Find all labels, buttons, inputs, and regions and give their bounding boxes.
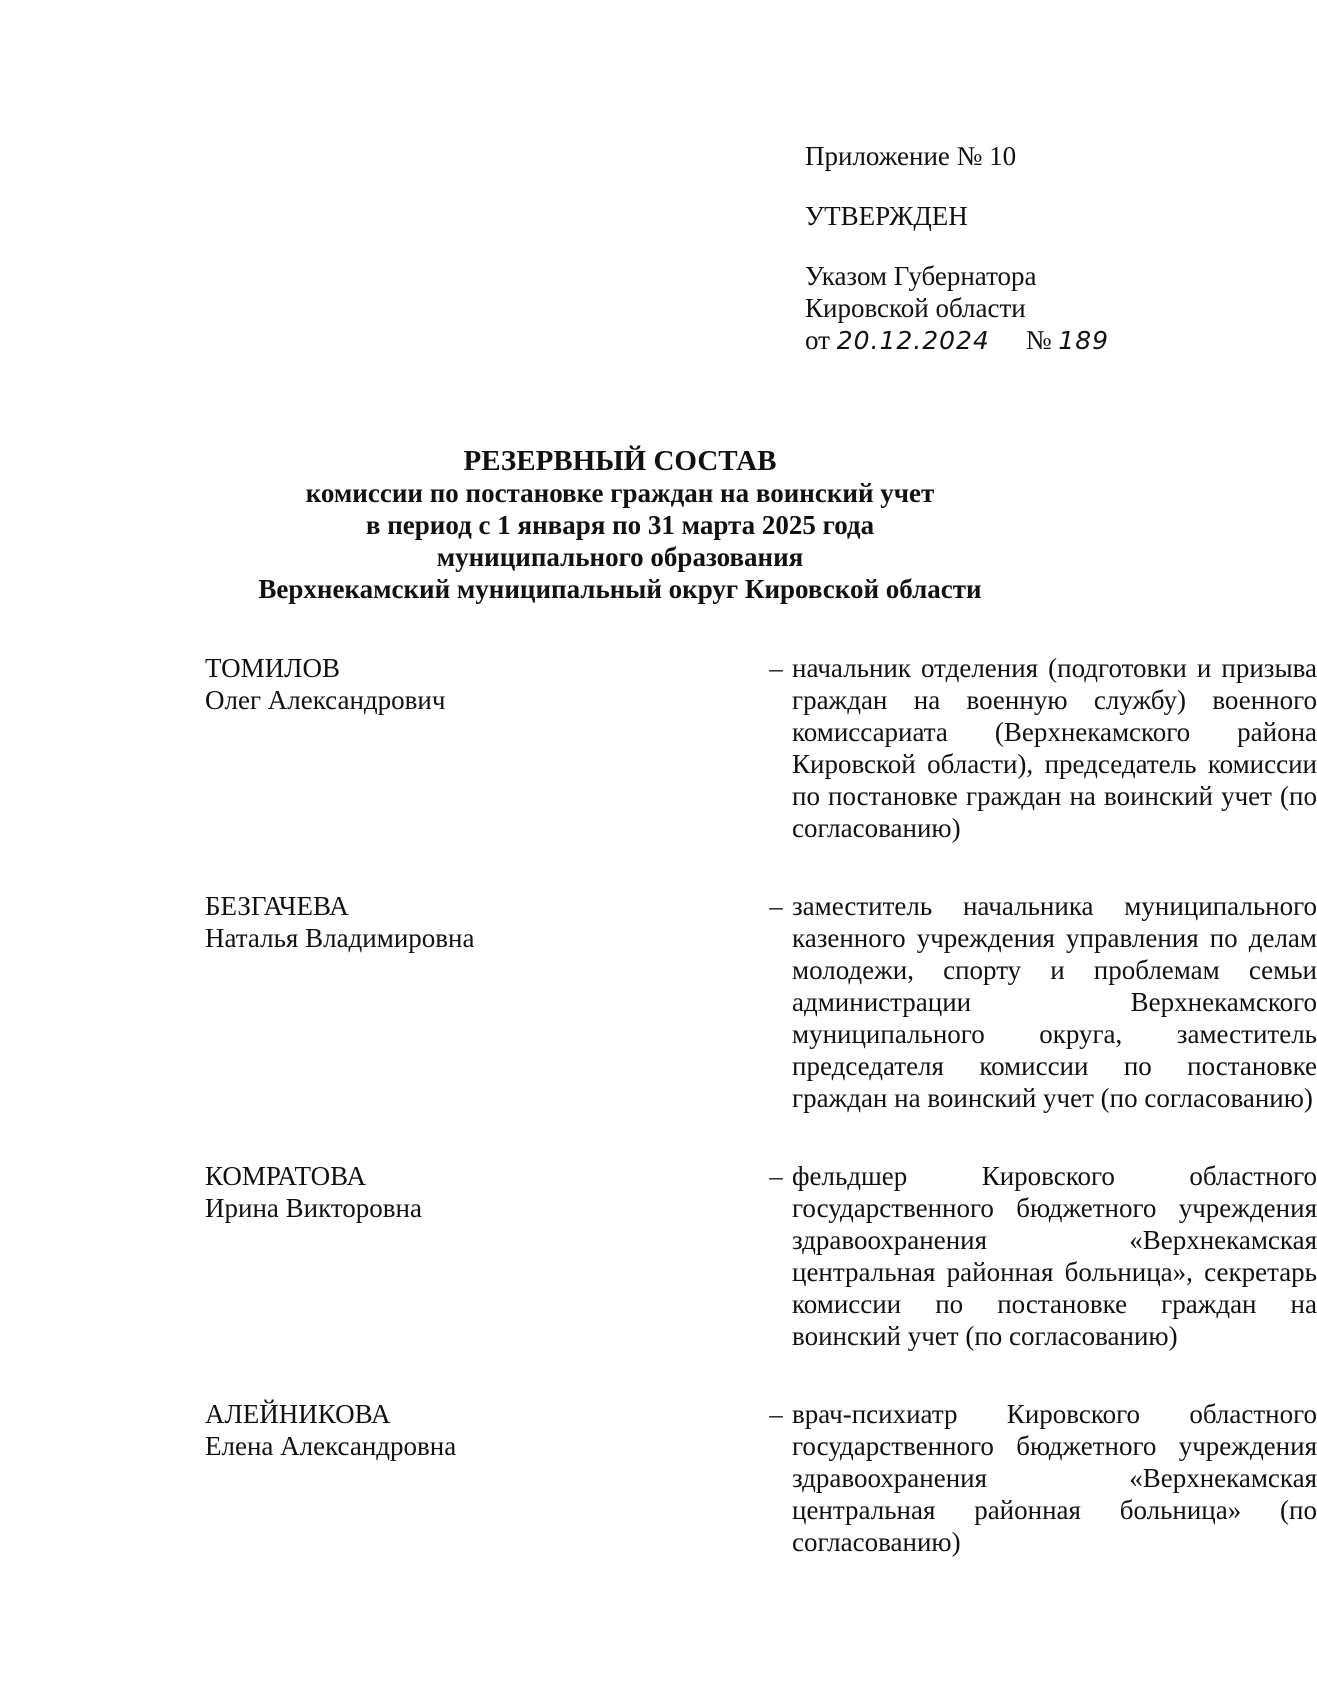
member-dash: – xyxy=(769,1161,783,1191)
member-description: врач-психиатр Кировского областного государственного бюджетного учреждения здравоохранения «Верхнекамская центральная районная больница» (по согласованию) xyxy=(792,1399,1317,1557)
member-dash: – xyxy=(769,653,783,683)
approval-block xyxy=(805,140,1165,357)
decree-date-handwritten: 20.12.2024 xyxy=(836,326,990,355)
decree-line-1: Указом Губернатора xyxy=(805,261,1037,291)
appendix-number: Приложение № 10 xyxy=(805,141,1017,171)
title-main: РЕЗЕРВНЫЙ СОСТАВ xyxy=(463,445,777,477)
member-dash: – xyxy=(769,1399,783,1429)
member-name xyxy=(205,652,555,844)
member-surname: БЕЗГАЧЕВА xyxy=(205,891,349,921)
member-given-name: Олег Александрович xyxy=(205,685,446,715)
member-entry xyxy=(205,1398,1317,1558)
member-given-name: Наталья Владимировна xyxy=(205,923,475,953)
document-title xyxy=(180,445,1060,605)
title-line-4: Верхнекамский муниципальный округ Кировской области xyxy=(258,574,982,604)
member-given-name: Ирина Викторовна xyxy=(205,1193,422,1223)
member-entry xyxy=(205,652,1317,844)
member-surname: КОМРАТОВА xyxy=(205,1161,366,1191)
date-prefix: от xyxy=(805,325,830,355)
member-description: заместитель начальника муниципального казенного учреждения управления по делам молодежи, спорту и проблемам семьи администрации Верхнекамского муниципального округа, заместитель председателя комиссии по постановке граждан на воинский учет (по согласованию) xyxy=(792,891,1317,1113)
number-prefix: № xyxy=(1025,325,1052,355)
approved-label: УТВЕРЖДЕН xyxy=(805,201,968,231)
member-name xyxy=(205,890,555,1114)
member-entry xyxy=(205,890,1317,1114)
decree-number-handwritten: 189 xyxy=(1058,326,1110,355)
member-description: фельдшер Кировского областного государственного бюджетного учреждения здравоохранения «Верхнекамская центральная районная больница», секретарь комиссии по постановке граждан на воинский учет (по согласованию) xyxy=(792,1161,1317,1351)
member-name xyxy=(205,1160,555,1352)
decree-date-line xyxy=(805,324,1165,357)
member-name xyxy=(205,1398,555,1558)
decree-line-2: Кировской области xyxy=(805,293,1026,323)
title-line-2: в период с 1 января по 31 марта 2025 года xyxy=(365,510,875,540)
member-dash: – xyxy=(769,891,783,921)
member-entry xyxy=(205,1160,1317,1352)
members-list xyxy=(205,652,1317,1558)
member-given-name: Елена Александровна xyxy=(205,1431,457,1461)
title-line-1: комиссии по постановке граждан на воинский учет xyxy=(305,478,935,508)
member-description: начальник отделения (подготовки и призыва граждан на военную службу) военного комиссариата (Верхнекамского района Кировской области), председатель комиссии по постановке граждан на воинский учет (по согласованию) xyxy=(792,653,1317,843)
title-line-3: муниципального образования xyxy=(436,542,804,572)
member-surname: АЛЕЙНИКОВА xyxy=(205,1399,391,1429)
member-surname: ТОМИЛОВ xyxy=(205,653,340,683)
